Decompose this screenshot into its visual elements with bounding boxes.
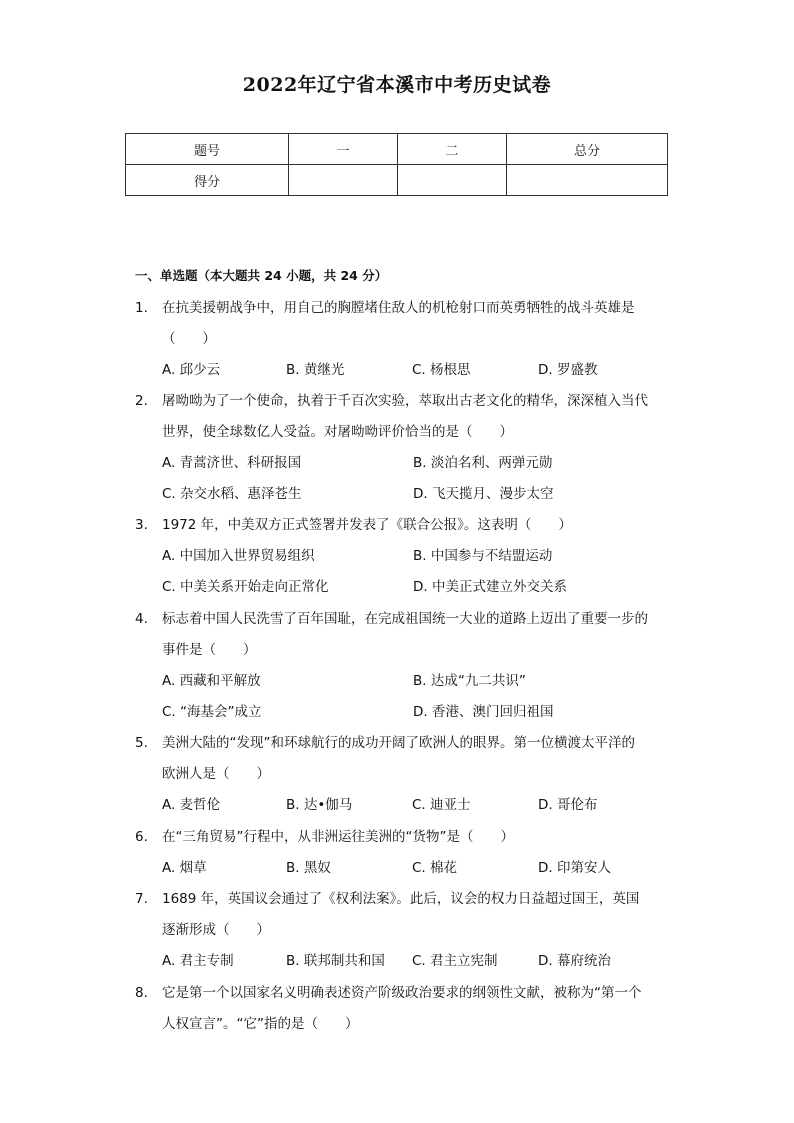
question-stem-line: 世界，使全球数亿人受益。对屠呦呦评价恰当的是（ ） [162,424,513,440]
section-heading: 一、单选题（本大题共 24 小题，共 24 分） [135,268,388,283]
option-c[interactable]: C. 棉花 [412,860,458,876]
question-stem-line: （ ） [162,331,216,347]
options-row [162,541,682,572]
option-a[interactable]: A. 中国加入世界贸易组织 [162,548,315,564]
question-5 [135,728,675,790]
option-a[interactable]: A. 青蒿济世、科研报国 [162,455,302,471]
question-stem-line: 逐渐形成（ ） [162,922,270,938]
question-stem-line: 在“三角贸易”行程中，从非洲运往美洲的“货物”是（ ） [162,829,514,845]
score-table-header-row [126,134,668,165]
exam-title: 2022年辽宁省本溪市中考历史试卷 [242,74,552,96]
option-b[interactable]: B. 达成“九二共识” [413,673,526,689]
question-stem-line: 它是第一个以国家名义明确表述资产阶级政治要求的纲领性文献，被称为“第一个 [162,985,642,1001]
options-row [162,572,682,603]
question-stem-line: 1689 年，英国议会通过了《权利法案》。此后，议会的权力日益超过国王，英国 [162,891,640,907]
option-b[interactable]: B. 联邦制共和国 [286,953,385,969]
question-number: 6. [135,829,148,845]
option-c[interactable]: C. 迪亚士 [412,797,471,813]
table-cell: 总分 [507,134,668,165]
option-b[interactable]: B. 淡泊名利、两弹元勋 [413,455,553,471]
option-b[interactable]: B. 黄继光 [286,362,345,378]
score-table-score-row [126,165,668,196]
table-cell: 得分 [126,165,289,196]
question-8 [135,978,675,1040]
score-input-cell[interactable] [289,165,398,196]
option-c[interactable]: C. 君主立宪制 [412,953,498,969]
question-2 [135,386,675,448]
question-stem-line: 事件是（ ） [162,642,257,658]
option-d[interactable]: D. 香港、澳门回归祖国 [413,704,554,720]
options-row [162,790,682,821]
question-stem-line: 屠呦呦为了一个使命，执着于千百次实验，萃取出古老文化的精华，深深植入当代 [162,393,648,409]
question-number: 5. [135,735,148,751]
question-stem-line: 在抗美援朝战争中，用自己的胸膛堵住敌人的机枪射口而英勇牺牲的战斗英雄是 [162,300,635,316]
option-d[interactable]: D. 幕府统治 [538,953,611,969]
question-3 [135,510,675,541]
question-7 [135,884,675,946]
option-d[interactable]: D. 罗盛教 [538,362,598,378]
score-input-cell[interactable] [507,165,668,196]
table-cell: 一 [289,134,398,165]
option-d[interactable]: D. 印第安人 [538,860,611,876]
options-row [162,355,682,386]
option-c[interactable]: C. 杂交水稻、惠泽苍生 [162,486,302,502]
question-6 [135,822,675,853]
option-a[interactable]: A. 君主专制 [162,953,234,969]
table-cell: 二 [398,134,507,165]
options-row [162,448,682,479]
question-stem-line: 美洲大陆的“发现”和环球航行的成功开阔了欧洲人的眼界。第一位横渡太平洋的 [162,735,635,751]
table-cell: 题号 [126,134,289,165]
question-stem-line: 人权宣言”。“它”指的是（ ） [162,1016,359,1032]
options-row [162,666,682,697]
option-d[interactable]: D. 中美正式建立外交关系 [413,579,567,595]
question-number: 4. [135,611,148,627]
option-a[interactable]: A. 烟草 [162,860,207,876]
option-a[interactable]: A. 麦哲伦 [162,797,221,813]
option-c[interactable]: C. “海基会”成立 [162,704,262,720]
option-b[interactable]: B. 中国参与不结盟运动 [413,548,553,564]
question-number: 2. [135,393,148,409]
score-table [125,133,668,196]
question-4 [135,604,675,666]
option-a[interactable]: A. 邱少云 [162,362,221,378]
option-c[interactable]: C. 中美关系开始走向正常化 [162,579,329,595]
options-row [162,697,682,728]
option-d[interactable]: D. 哥伦布 [538,797,598,813]
question-number: 8. [135,985,148,1001]
question-stem-line: 1972 年，中美双方正式签署并发表了《联合公报》。这表明（ ） [162,517,572,533]
question-number: 7. [135,891,148,907]
options-row [162,946,682,977]
question-number: 1. [135,300,148,316]
options-row [162,853,682,884]
option-a[interactable]: A. 西藏和平解放 [162,673,261,689]
option-b[interactable]: B. 黑奴 [286,860,331,876]
question-stem-line: 标志着中国人民洗雪了百年国耻，在完成祖国统一大业的道路上迈出了重要一步的 [162,611,648,627]
question-1 [135,293,675,355]
question-number: 3. [135,517,148,533]
option-b[interactable]: B. 达•伽马 [286,797,353,813]
question-stem-line: 欧洲人是（ ） [162,766,270,782]
option-d[interactable]: D. 飞天揽月、漫步太空 [413,486,554,502]
option-c[interactable]: C. 杨根思 [412,362,471,378]
score-input-cell[interactable] [398,165,507,196]
options-row [162,479,682,510]
